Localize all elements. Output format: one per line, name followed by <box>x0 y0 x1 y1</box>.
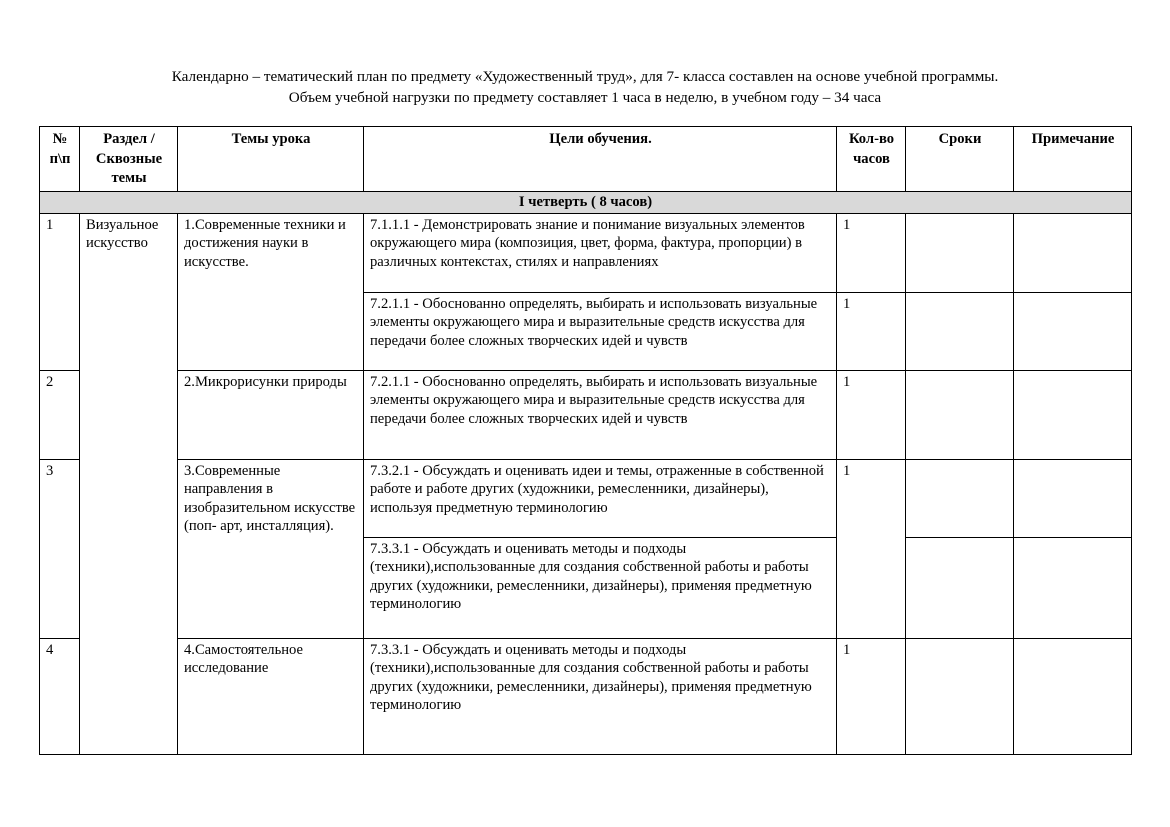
primechanie-cell[interactable] <box>1014 459 1132 537</box>
learning-goal: 7.1.1.1 - Демонстрировать знание и понимание визуальных элементов окружающего мира (композиция, цвет, форма, фактура, пропорции) в различных контекстах, стилях и направлениях <box>364 213 837 292</box>
column-header-razdel <box>80 127 178 192</box>
column-header-no <box>40 127 80 192</box>
hours-count: 1 <box>837 459 906 638</box>
column-header-goals: Цели обучения. <box>364 127 837 192</box>
lesson-topic: 1.Современные техники и достижения науки в искусстве. <box>178 213 364 370</box>
primechanie-cell[interactable] <box>1014 537 1132 638</box>
sroki-cell[interactable] <box>906 638 1014 754</box>
primechanie-cell[interactable] <box>1014 638 1132 754</box>
table-body <box>40 191 1132 754</box>
sroki-cell[interactable] <box>906 213 1014 292</box>
header-row <box>40 127 1132 192</box>
quarter-band-label: I четверть ( 8 часов) <box>40 191 1132 213</box>
section-name: Визуальное искусство <box>80 213 178 754</box>
row-number: 3 <box>40 459 80 638</box>
column-header-hours-line2: часов <box>853 150 890 167</box>
table-row <box>40 370 1132 459</box>
column-header-prim: Примечание <box>1014 127 1132 192</box>
table-row <box>40 638 1132 754</box>
learning-goal: 7.2.1.1 - Обоснованно определять, выбирать и использовать визуальные элементы окружающего мира и выразительные средств искусства для передачи более сложных творческих идей и чувств <box>364 370 837 459</box>
learning-goal: 7.3.3.1 - Обсуждать и оценивать методы и подходы (техники),использованные для создания собственной работы и работы других (художники, ремесленники, дизайнеры), применяя предметную терминологию <box>364 638 837 754</box>
primechanie-cell[interactable] <box>1014 370 1132 459</box>
hours-count: 1 <box>837 370 906 459</box>
row-number: 4 <box>40 638 80 754</box>
column-header-razdel-line2: Сквозные <box>95 150 163 167</box>
column-header-razdel-line3: темы <box>111 170 147 186</box>
quarter-band-row <box>40 191 1132 213</box>
column-header-hours-line1: Кол-во <box>848 131 895 147</box>
table-header <box>40 127 1132 192</box>
sroki-cell[interactable] <box>906 537 1014 638</box>
sroki-cell[interactable] <box>906 370 1014 459</box>
lesson-topic: 4.Самостоятельное исследование <box>178 638 364 754</box>
column-header-temy: Темы урока <box>178 127 364 192</box>
column-header-razdel-line1: Раздел / <box>103 131 155 147</box>
sroki-cell[interactable] <box>906 292 1014 370</box>
table-row <box>40 459 1132 537</box>
primechanie-cell[interactable] <box>1014 292 1132 370</box>
column-header-no-line2: п\п <box>49 150 71 167</box>
hours-count: 1 <box>837 292 906 370</box>
row-number: 1 <box>40 213 80 370</box>
document-title <box>0 66 1170 108</box>
row-number: 2 <box>40 370 80 459</box>
title-line-2: Объем учебной нагрузки по предмету составляет 1 часа в неделю, в учебном году – 34 часа <box>288 89 882 106</box>
sroki-cell[interactable] <box>906 459 1014 537</box>
title-line-1: Календарно – тематический план по предмету «Художественный труд», для 7- класса составлен на основе учебной программы. <box>171 68 999 85</box>
learning-goal: 7.2.1.1 - Обоснованно определять, выбирать и использовать визуальные элементы окружающего мира и выразительные средств искусства для передачи более сложных творческих идей и чувств <box>364 292 837 370</box>
hours-count: 1 <box>837 638 906 754</box>
column-header-no-line1: № <box>52 131 68 147</box>
column-header-sroki: Сроки <box>906 127 1014 192</box>
hours-count: 1 <box>837 213 906 292</box>
learning-goal: 7.3.3.1 - Обсуждать и оценивать методы и подходы (техники),использованные для создания собственной работы и работы других (художники, ремесленники, дизайнеры), применяя предметную терминологию <box>364 537 837 638</box>
primechanie-cell[interactable] <box>1014 213 1132 292</box>
lesson-topic: 3.Современные направления в изобразительном искусстве (поп- арт, инсталляция). <box>178 459 364 638</box>
table-row <box>40 213 1132 292</box>
learning-goal: 7.3.2.1 - Обсуждать и оценивать идеи и темы, отраженные в собственной работе и работе других (художники, ремесленники, дизайнеры), используя предметную терминологию <box>364 459 837 537</box>
calendar-thematic-plan-table <box>39 126 1132 755</box>
column-header-hours <box>837 127 906 192</box>
lesson-topic: 2.Микрорисунки природы <box>178 370 364 459</box>
